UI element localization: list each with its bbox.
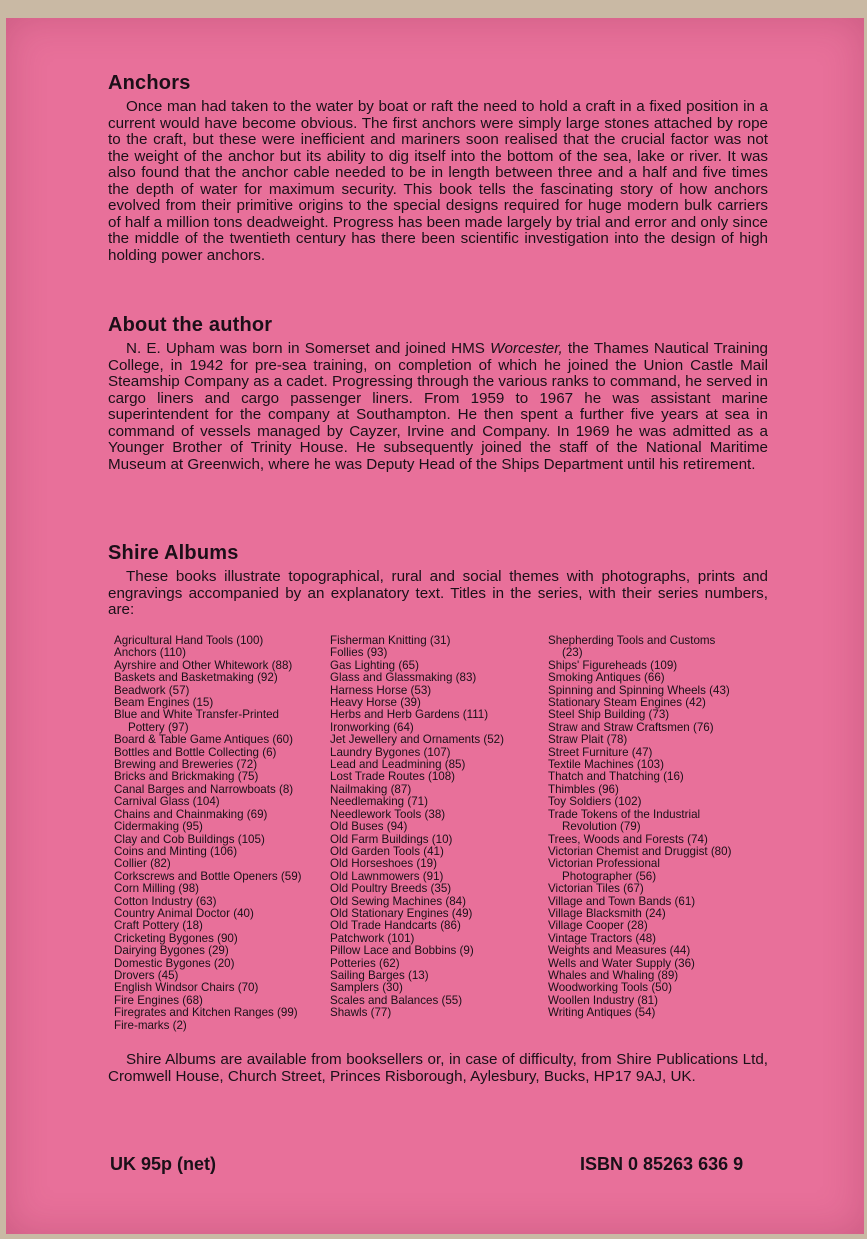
series-title-item: English Windsor Chairs (70) <box>114 981 259 995</box>
anchors-section <box>108 72 768 264</box>
series-title-item: Trees, Woods and Forests (74) <box>548 832 708 846</box>
series-title-item: Thimbles (96) <box>548 782 619 796</box>
series-title-item: Carnival Glass (104) <box>114 795 220 809</box>
series-title-item: Country Animal Doctor (40) <box>114 906 254 920</box>
ship-name: Worcester, <box>490 340 563 357</box>
series-title-item: Victorian Tiles (67) <box>548 882 644 896</box>
series-title-item: Old Poultry Breeds (35) <box>330 882 452 896</box>
series-title-item: Chains and Chainmaking (69) <box>114 807 268 821</box>
series-title-item: Pillow Lace and Bobbins (9) <box>330 944 474 958</box>
isbn-label: ISBN 0 85263 636 9 <box>580 1154 744 1174</box>
series-title-item: Old Stationary Engines (49) <box>330 906 473 920</box>
series-title-item: Collier (82) <box>114 857 171 871</box>
series-title-item: Agricultural Hand Tools (100) <box>114 634 264 647</box>
series-title-item: Toy Soldiers (102) <box>548 795 642 809</box>
series-title-item: Village Cooper (28) <box>548 919 648 933</box>
series-title-item: Sailing Barges (13) <box>330 968 429 982</box>
series-title-item: Woodworking Tools (50) <box>548 981 672 995</box>
author-text-before: N. E. Upham was born in Somerset and joined HMS <box>126 340 491 357</box>
series-title-item: Woollen Industry (81) <box>548 993 658 1007</box>
series-title-item: Baskets and Basketmaking (92) <box>114 671 278 685</box>
series-title-item: Samplers (30) <box>330 981 403 995</box>
series-title-item: Fire-marks (2) <box>114 1018 187 1032</box>
anchors-heading: Anchors <box>108 72 191 94</box>
series-title-item: Follies (93) <box>330 646 388 660</box>
series-title-item: Victorian Professional <box>548 857 660 871</box>
series-title-item: Pottery (97) <box>128 720 189 734</box>
shire-heading: Shire Albums <box>108 542 239 564</box>
series-title-item: Cotton Industry (63) <box>114 894 217 908</box>
series-title-item: Weights and Measures (44) <box>548 944 691 958</box>
shire-albums-section <box>108 542 768 619</box>
series-title-item: Old Sewing Machines (84) <box>330 894 466 908</box>
series-title-item: Drovers (45) <box>114 968 179 982</box>
series-title-item: Gas Lighting (65) <box>330 658 419 672</box>
series-title-item: Ayrshire and Other Whitework (88) <box>114 658 293 672</box>
series-title-item: Bottles and Bottle Collecting (6) <box>114 745 277 759</box>
series-title-item: Patchwork (101) <box>330 931 415 945</box>
author-heading: About the author <box>108 314 273 336</box>
series-title-item: Lead and Leadmining (85) <box>330 758 466 772</box>
series-title-item: Clay and Cob Buildings (105) <box>114 832 265 846</box>
series-title-item: Revolution (79) <box>562 820 641 834</box>
author-section <box>108 314 768 473</box>
series-title-item: Herbs and Herb Gardens (111) <box>330 708 489 722</box>
series-title-item: Dairying Bygones (29) <box>114 944 229 958</box>
series-title-item: Village Blacksmith (24) <box>548 906 666 920</box>
series-title-item: Board & Table Game Antiques (60) <box>114 733 293 747</box>
titles-column-2 <box>330 635 555 1020</box>
series-title-item: Needlemaking (71) <box>330 795 428 809</box>
series-title-item: Beadwork (57) <box>114 683 190 697</box>
series-title-item: Fire Engines (68) <box>114 993 203 1007</box>
series-title-item: Old Lawnmowers (91) <box>330 869 444 883</box>
series-title-item: Old Horseshoes (19) <box>330 857 437 871</box>
series-title-item: Victorian Chemist and Druggist (80) <box>548 844 732 858</box>
series-title-item: Scales and Balances (55) <box>330 993 463 1007</box>
anchors-description: Once man had taken to the water by boat or raft the need to hold a craft in a fixed position in a current would have become obvious. The first anchors were simply large stones attached by rope to the craft, but these were inefficient and mariners soon realised that the crucial factor was not the weight of the anchor but its ability to dig itself into the bottom of the sea, lake or river. It was also found that the anchor cable needed to be in length between three and a half and five times the depth of water for maximum security. This book tells the fascinating story of how anchors evolved from their primitive origins to the special designs required for huge modern bulk carriers of half a million tons deadweight. Progress has been made largely by trial and error and only since the middle of the twentieth century has there been scientific investigation into the design of high holding power anchors. <box>108 98 768 264</box>
series-title-item: Firegrates and Kitchen Ranges (99) <box>114 1006 298 1020</box>
series-title-item: Lost Trade Routes (108) <box>330 770 456 784</box>
titles-column-1 <box>114 635 339 1032</box>
series-title-item: Whales and Whaling (89) <box>548 968 679 982</box>
series-title-item: Blue and White Transfer-Printed <box>114 708 279 722</box>
series-title-item: Fisherman Knitting (31) <box>330 634 451 647</box>
series-title-item: Old Trade Handcarts (86) <box>330 919 461 933</box>
series-title-item: Stationary Steam Engines (42) <box>548 696 706 710</box>
series-title-item: Photographer (56) <box>562 869 657 883</box>
series-title-item: Nailmaking (87) <box>330 782 412 796</box>
series-title-item: Craft Pottery (18) <box>114 919 203 933</box>
series-title-item: Laundry Bygones (107) <box>330 745 451 759</box>
series-title-item: Ironworking (64) <box>330 720 414 734</box>
series-title-item: Anchors (110) <box>114 646 186 660</box>
series-title-item: Thatch and Thatching (16) <box>548 770 684 784</box>
series-title-item: Wells and Water Supply (36) <box>548 956 695 970</box>
series-title-item: Old Garden Tools (41) <box>330 844 444 858</box>
series-title-item: Domestic Bygones (20) <box>114 956 235 970</box>
series-title-item: Old Buses (94) <box>330 820 408 834</box>
series-title-item: Bricks and Brickmaking (75) <box>114 770 259 784</box>
series-title-item: Heavy Horse (39) <box>330 696 421 710</box>
series-title-item: Straw Plait (78) <box>548 733 628 747</box>
series-title-item: Writing Antiques (54) <box>548 1006 656 1020</box>
series-title-item: (23) <box>562 646 583 660</box>
series-title-item: Textile Machines (103) <box>548 758 664 772</box>
series-title-item: Coins and Minting (106) <box>114 844 238 858</box>
series-title-item: Street Furniture (47) <box>548 745 653 759</box>
author-text-after: the Thames Nautical Training College, in 1942 for pre-sea training, on completion of which he joined the Union Castle Mail Steamship Company as a cadet. Progressing through the various ranks to command, he served in cargo liners and cargo passenger liners. From 1959 to 1967 he was assistant marine superintendent for the company at Southampton. He then spent a further five years at sea in command of vessels managed by Cayzer, Irvine and Company. In 1969 he was admitted as a Younger Brother of Trinity House. He subsequently joined the staff of the National Maritime Museum at Greenwich, where he was Deputy Head of the Ships Department until his retirement. <box>108 340 768 473</box>
series-title-item: Village and Town Bands (61) <box>548 894 696 908</box>
titles-column-3 <box>548 635 768 1020</box>
series-title-item: Old Farm Buildings (10) <box>330 832 453 846</box>
series-title-item: Corn Milling (98) <box>114 882 200 896</box>
series-title-item: Shepherding Tools and Customs <box>548 634 716 647</box>
series-title-item: Steel Ship Building (73) <box>548 708 670 722</box>
author-biography <box>108 341 768 473</box>
series-title-item: Glass and Glassmaking (83) <box>330 671 477 685</box>
series-title-item: Needlework Tools (38) <box>330 807 446 821</box>
series-title-item: Trade Tokens of the Industrial <box>548 807 701 821</box>
series-title-item: Vintage Tractors (48) <box>548 931 657 945</box>
series-title-item: Smoking Antiques (66) <box>548 671 665 685</box>
series-title-item: Beam Engines (15) <box>114 696 214 710</box>
series-title-item: Canal Barges and Narrowboats (8) <box>114 782 294 796</box>
series-title-item: Straw and Straw Craftsmen (76) <box>548 720 714 734</box>
shire-description: These books illustrate topographical, rural and social themes with photographs, prints and engravings accompanied by an explanatory text. Titles in the series, with their series numbers, are: <box>108 568 768 618</box>
availability-note: Shire Albums are available from booksellers or, in case of difficulty, from Shire Publications Ltd, Cromwell House, Church Street, Princes Risborough, Aylesbury, Bucks, HP17 9AJ, UK. <box>108 1051 768 1086</box>
series-title-item: Jet Jewellery and Ornaments (52) <box>330 733 504 747</box>
price-label: UK 95p (net) <box>110 1154 217 1174</box>
series-title-item: Corkscrews and Bottle Openers (59) <box>114 869 302 883</box>
series-title-item: Brewing and Breweries (72) <box>114 758 258 772</box>
series-title-item: Spinning and Spinning Wheels (43) <box>548 683 730 697</box>
series-title-item: Potteries (62) <box>330 956 400 970</box>
series-title-item: Cricketing Bygones (90) <box>114 931 238 945</box>
series-title-item: Shawls (77) <box>330 1006 392 1020</box>
series-title-item: Ships' Figureheads (109) <box>548 658 678 672</box>
series-title-item: Cidermaking (95) <box>114 820 203 834</box>
series-title-item: Harness Horse (53) <box>330 683 432 697</box>
